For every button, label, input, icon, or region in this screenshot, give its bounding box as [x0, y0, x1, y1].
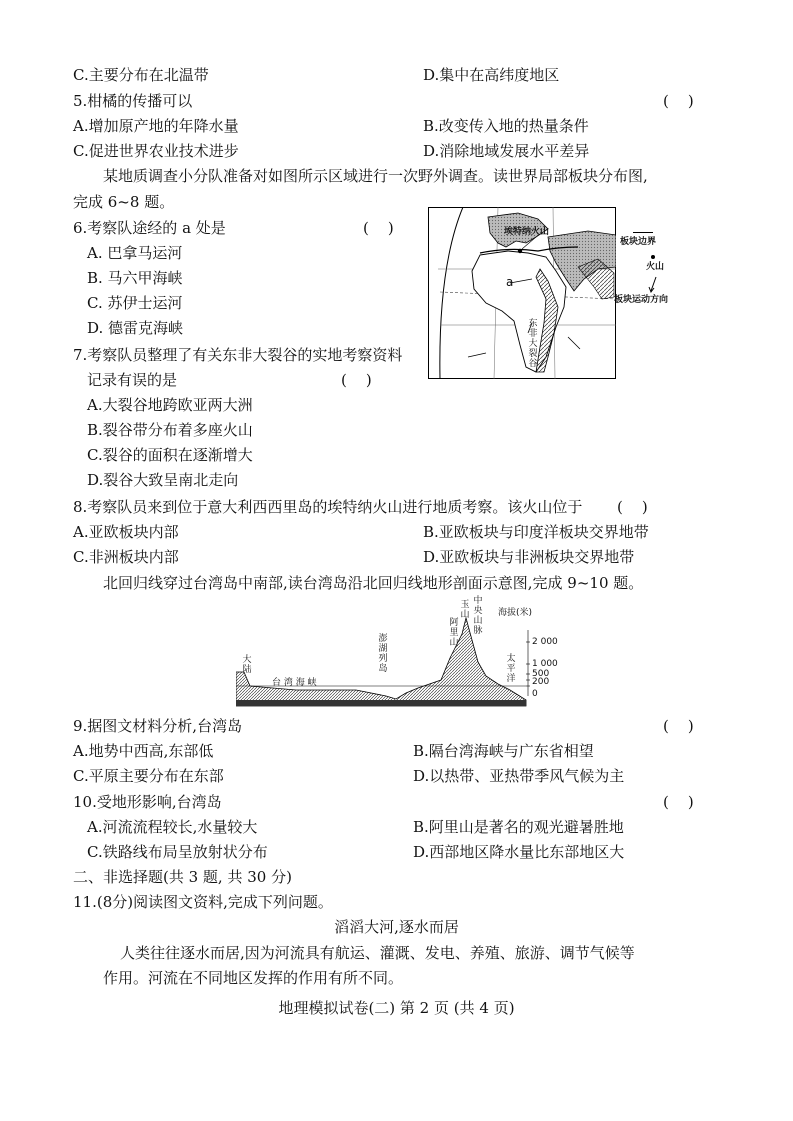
q7-option-c: C.裂谷的面积在逐渐增大: [87, 446, 253, 464]
q9-option-a: A.地势中西高,东部低: [73, 742, 214, 760]
profile-pacific-label: 太平洋: [506, 654, 516, 684]
intro-6-8-line2: 完成 6~8 题。: [73, 193, 175, 211]
profile-central-range-label: 中央山脉: [473, 596, 483, 636]
q7-option-b: B.裂谷带分布着多座火山: [87, 421, 253, 439]
q9-option-c: C.平原主要分布在东部: [73, 767, 224, 785]
intro-6-8-line1: 某地质调查小分队准备对如图所示区域进行一次野外调查。读世界局部板块分布图,: [103, 167, 648, 185]
terrain-profile-figure: [236, 596, 558, 710]
q9-answer-paren: ( ): [663, 717, 694, 735]
q6-option-a: A. 巴拿马运河: [87, 244, 183, 262]
q7-option-a: A.大裂谷地跨欧亚两大洲: [87, 396, 253, 414]
legend-motion-label: 板块运动方向: [614, 295, 669, 305]
q10-option-b: B.阿里山是著名的观光避暑胜地: [413, 818, 624, 836]
profile-strait-label: 台 湾 海 峡: [272, 678, 317, 688]
q11-para-line2: 作用。河流在不同地区发挥的作用有所不同。: [103, 969, 404, 987]
q11-material-title: 滔滔大河,逐水而居: [334, 918, 459, 936]
q4-option-d: D.集中在高纬度地区: [423, 66, 560, 84]
q10-option-a: A.河流流程较长,水量较大: [87, 818, 258, 836]
profile-alishan-label: 阿里山: [449, 618, 459, 648]
q10-answer-paren: ( ): [663, 793, 694, 811]
q10-option-d: D.西部地区降水量比东部地区大: [413, 843, 625, 861]
map-volcano-label: 埃特纳火山: [504, 227, 550, 237]
q5-stem: 5.柑橘的传播可以: [73, 92, 193, 110]
profile-tick-0: 0: [532, 689, 538, 699]
q9-stem: 9.据图文材料分析,台湾岛: [73, 717, 243, 735]
q8-answer-paren: ( ): [617, 498, 648, 516]
q11-stem: 11.(8分)阅读图文资料,完成下列问题。: [73, 893, 333, 911]
q11-para-line1: 人类往往逐水而居,因为河流具有航运、灌溉、发电、养殖、旅游、调节气候等: [120, 944, 635, 962]
q5-option-d: D.消除地域发展水平差异: [423, 142, 590, 160]
profile-tick-500: 500: [532, 669, 550, 679]
q6-option-c: C. 苏伊士运河: [87, 294, 183, 312]
q9-option-d: D.以热带、亚热带季风气候为主: [413, 767, 625, 785]
map-rift-label: 东非大裂谷: [528, 319, 538, 369]
legend-boundary-label: 板块边界: [620, 237, 657, 247]
profile-tick-1000: 1 000: [532, 659, 558, 669]
profile-mainland-label: 大陆: [242, 655, 252, 675]
profile-altitude-title: 海拔(米): [498, 608, 533, 618]
page-footer: 地理模拟试卷(二) 第 2 页 (共 4 页): [278, 999, 515, 1017]
q6-stem: 6.考察队途经的 a 处是: [73, 219, 226, 237]
q5-option-a: A.增加原产地的年降水量: [73, 117, 239, 135]
volcano-marker: [518, 249, 522, 253]
q5-answer-paren: ( ): [663, 92, 694, 110]
plate-map-figure: [428, 207, 616, 379]
profile-yushan-label: 玉山: [460, 600, 470, 620]
profile-tick-200: 200: [532, 677, 550, 687]
q6-answer-paren: ( ): [363, 219, 394, 237]
q8-stem: 8.考察队员来到位于意大利西西里岛的埃特纳火山进行地质考察。该火山位于: [73, 498, 583, 516]
q6-option-d: D. 德雷克海峡: [87, 319, 184, 337]
legend-volcano-label: 火山: [646, 262, 665, 272]
q8-option-c: C.非洲板块内部: [73, 548, 179, 566]
q8-option-d: D.亚欧板块与非洲板块交界地带: [423, 548, 635, 566]
profile-tick-2000: 2 000: [532, 637, 558, 647]
map-point-a: a: [506, 275, 514, 289]
q10-stem: 10.受地形影响,台湾岛: [73, 793, 222, 811]
legend-volcano-dot: [651, 255, 655, 259]
q7-stem-line1: 7.考察队员整理了有关东非大裂谷的实地考察资料: [73, 346, 403, 364]
q9-option-b: B.隔台湾海峡与广东省相望: [413, 742, 594, 760]
q10-option-c: C.铁路线布局呈放射状分布: [87, 843, 268, 861]
profile-penghu-label: 澎湖列岛: [378, 634, 388, 674]
q7-option-d: D.裂谷大致呈南北走向: [87, 471, 239, 489]
q6-option-b: B. 马六甲海峡: [87, 269, 183, 287]
q7-answer-paren: ( ): [341, 371, 372, 389]
q4-option-c: C.主要分布在北温带: [73, 66, 209, 84]
q5-option-c: C.促进世界农业技术进步: [73, 142, 239, 160]
q5-option-b: B.改变传入地的热量条件: [423, 117, 589, 135]
legend-arrow-icon: [646, 276, 660, 294]
q8-option-b: B.亚欧板块与印度洋板块交界地带: [423, 523, 649, 541]
section2-heading: 二、非选择题(共 3 题, 共 30 分): [73, 868, 292, 886]
intro-9-10: 北回归线穿过台湾岛中南部,读台湾岛沿北回归线地形剖面示意图,完成 9~10 题。: [103, 574, 644, 592]
q8-option-a: A.亚欧板块内部: [73, 523, 179, 541]
q7-stem-line2: 记录有误的是: [87, 371, 178, 389]
legend-boundary-line: [633, 232, 653, 233]
